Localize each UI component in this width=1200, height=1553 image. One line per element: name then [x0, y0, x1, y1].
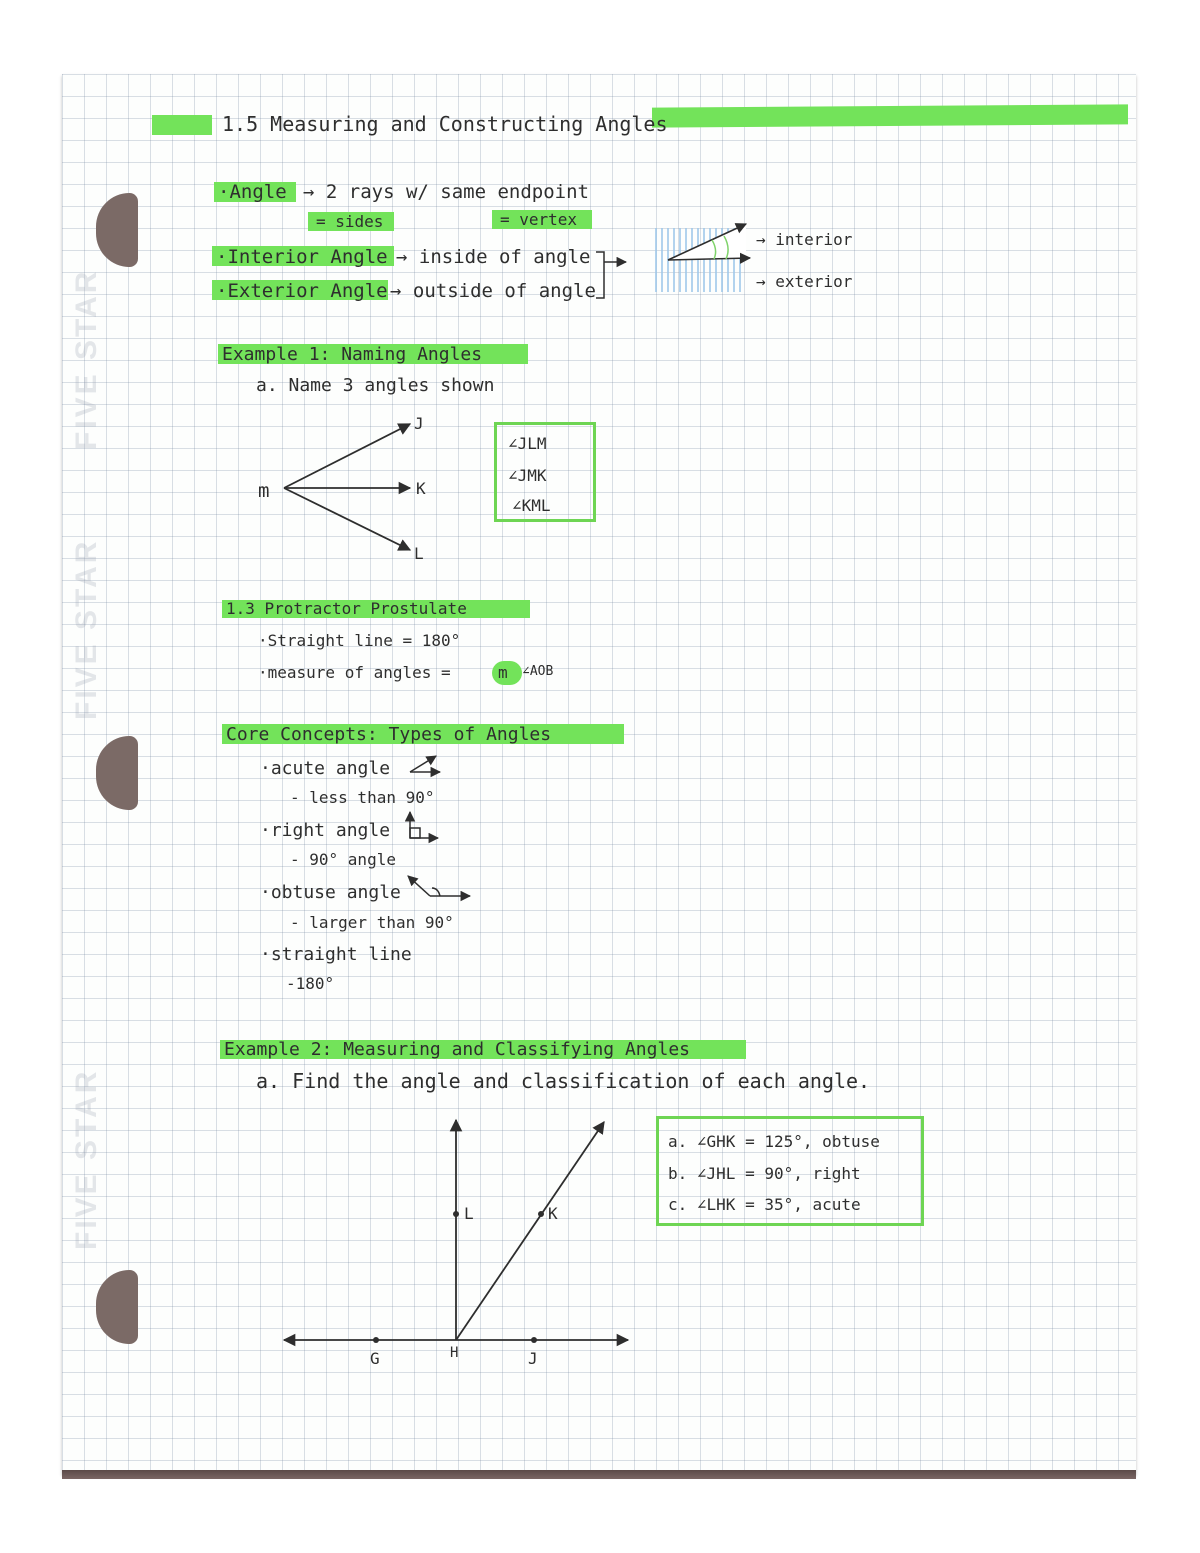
sides-label: = sides — [316, 212, 384, 231]
angle-term: ·Angle — [218, 181, 287, 203]
example1-vertex-label: m — [258, 480, 270, 502]
angle-definition: → 2 rays w/ same endpoint — [303, 181, 589, 203]
example2-answer-a: a. ∠GHK = 125°, obtuse — [668, 1132, 880, 1151]
postulate-heading: 1.3 Protractor Prostulate — [226, 599, 467, 618]
example2-point-g: G — [370, 1349, 380, 1368]
example2-answer-b: b. ∠JHL = 90°, right — [668, 1164, 861, 1183]
core-item-acute-name: ·acute angle — [260, 758, 391, 779]
postulate-m: m — [498, 663, 508, 682]
example2-angle-diagram — [284, 1120, 628, 1340]
example2-point-k: K — [548, 1204, 558, 1223]
core-item-straight-name: ·straight line — [260, 944, 412, 965]
paper-watermark-logo: FIVE STAR — [70, 538, 103, 720]
obtuse-angle-icon — [408, 876, 470, 896]
core-item-obtuse-detail: - larger than 90° — [290, 913, 454, 932]
core-item-right-detail: - 90° angle — [290, 850, 396, 869]
example1-angle-diagram — [284, 424, 410, 550]
example1-point-j-label: J — [414, 414, 424, 433]
core-item-obtuse-name: ·obtuse angle — [260, 882, 401, 903]
postulate-line2-suffix: ∠AOB — [522, 664, 554, 679]
interior-definition-text: inside of angle — [418, 246, 591, 268]
paper-watermark-logo: FIVE STAR — [70, 1068, 103, 1250]
interior-definition: → inside of angle — [396, 246, 591, 268]
core-heading: Core Concepts: Types of Angles — [226, 724, 552, 745]
core-item-acute-detail: - less than 90° — [290, 788, 435, 807]
paper-watermark-logo: FIVE STAR — [70, 268, 103, 450]
right-angle-icon — [410, 812, 438, 838]
example2-answer-c: c. ∠LHK = 35°, acute — [668, 1195, 861, 1214]
exterior-definition: → outside of angle — [390, 280, 596, 302]
example2-point-h: H — [450, 1345, 459, 1361]
example2-point-l: L — [464, 1204, 474, 1223]
vertex-label: = vertex — [500, 210, 578, 229]
example2-heading: Example 2: Measuring and Classifying Angles — [224, 1039, 690, 1060]
exterior-definition-text: outside of angle — [412, 280, 596, 302]
example1-prompt: a. Name 3 angles shown — [256, 375, 495, 396]
acute-angle-icon — [410, 756, 440, 772]
page-title: 1.5 Measuring and Constructing Angles — [222, 112, 668, 136]
definition-brace — [596, 252, 626, 298]
example2-point-j: J — [528, 1349, 538, 1368]
interior-term: ·Interior Angle — [216, 246, 388, 268]
diagram-exterior-label: → exterior — [756, 272, 853, 291]
interior-exterior-diagram — [652, 224, 750, 292]
example1-point-k-label: K — [416, 479, 426, 498]
example1-answer-3: ∠KML — [512, 496, 551, 515]
diagram-interior-label: → interior — [756, 230, 853, 249]
example1-answer-1: ∠JLM — [508, 434, 547, 453]
postulate-line2-prefix: ·measure of angles = — [258, 663, 451, 682]
example1-answer-2: ∠JMK — [508, 466, 547, 485]
core-item-right-name: ·right angle — [260, 820, 391, 841]
example1-point-l-label: L — [414, 544, 424, 563]
exterior-term: ·Exterior Angle — [216, 280, 388, 302]
core-item-straight-detail: -180° — [286, 974, 335, 993]
example2-points — [373, 1211, 544, 1343]
angle-definition-text: 2 rays w/ same endpoint — [325, 181, 589, 203]
example2-prompt: a. Find the angle and classification of each angle. — [256, 1069, 871, 1093]
example1-heading: Example 1: Naming Angles — [222, 344, 483, 365]
postulate-line1: ·Straight line = 180° — [258, 631, 461, 650]
